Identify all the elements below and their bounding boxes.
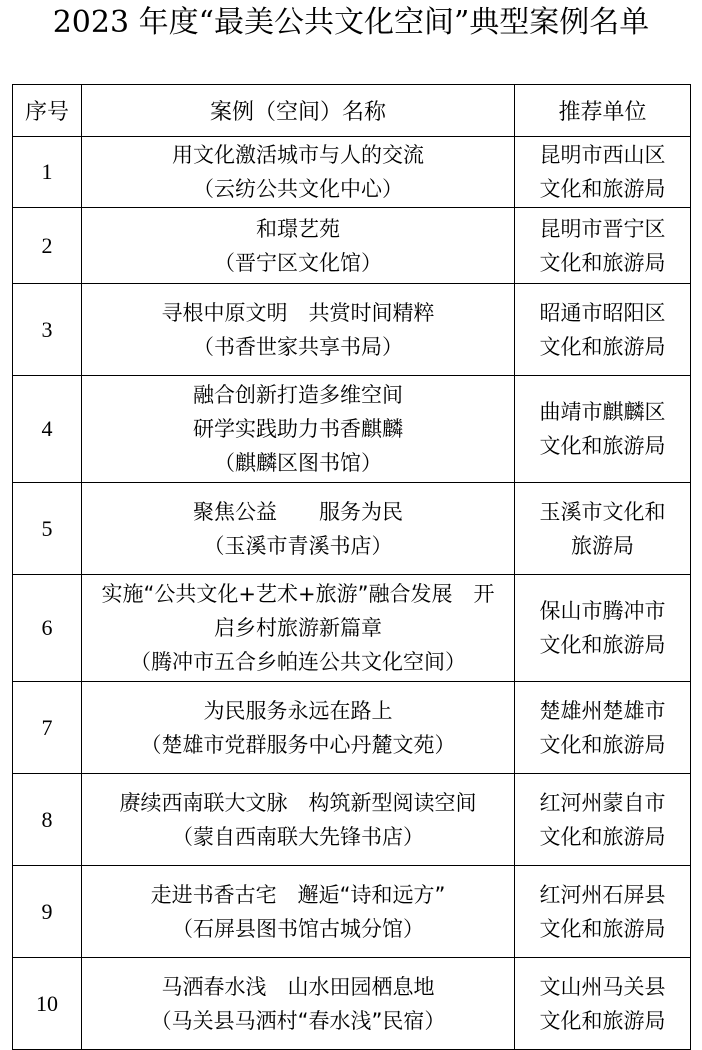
header-number: 序号 (13, 85, 82, 137)
unit-line: 文化和旅游局 (539, 334, 666, 359)
case-name-line: 启乡村旅游新篇章 (214, 616, 382, 640)
unit-line: 曲靖市麒麟区 (539, 400, 666, 424)
case-space-line: （书香世家共享书局） (193, 334, 403, 359)
header-case-name: 案例（空间）名称 (82, 85, 515, 137)
case-name-line: 实施“公共文化+艺术+旅游”融合发展 开 (101, 582, 495, 606)
case-name-cell (82, 774, 515, 866)
case-name-line: 和璟艺苑 (256, 216, 340, 241)
cases-table (12, 84, 691, 1050)
row-number: 3 (13, 284, 82, 376)
row-number: 10 (13, 958, 82, 1050)
unit-line: 保山市腾冲市 (539, 599, 666, 623)
row-number: 6 (13, 575, 82, 682)
case-name-line: 研学实践助力书香麒麟 (193, 417, 403, 441)
table-row (13, 575, 691, 682)
unit-line: 旅游局 (571, 533, 634, 558)
unit-line: 文化和旅游局 (539, 250, 666, 275)
case-space-line: （马关县马洒村“春水浅”民宿） (150, 1008, 446, 1033)
unit-line: 昆明市晋宁区 (539, 216, 666, 241)
case-space-line: （腾冲市五合乡帕连公共文化空间） (130, 650, 466, 674)
table-row (13, 866, 691, 958)
table-row (13, 682, 691, 774)
case-name-cell (82, 284, 515, 376)
row-number: 1 (13, 137, 82, 208)
case-name-line: 用文化激活城市与人的交流 (172, 143, 424, 167)
case-name-line: 寻根中原文明 共赏时间精粹 (161, 300, 435, 325)
header-recommending-unit: 推荐单位 (515, 85, 691, 137)
row-number: 2 (13, 208, 82, 284)
case-name-cell (82, 866, 515, 958)
table-header-row (13, 85, 691, 137)
case-space-line: （楚雄市党群服务中心丹麓文苑） (140, 732, 456, 757)
case-name-cell (82, 208, 515, 284)
row-number: 7 (13, 682, 82, 774)
case-space-line: （玉溪市青溪书店） (203, 533, 393, 558)
unit-line: 文化和旅游局 (539, 177, 666, 201)
case-name-cell (82, 682, 515, 774)
case-space-line: （晋宁区文化馆） (214, 250, 382, 275)
unit-cell (515, 137, 691, 208)
unit-line: 昆明市西山区 (539, 143, 666, 167)
case-space-line: （蒙自西南联大先锋书店） (172, 824, 424, 849)
row-number: 4 (13, 376, 82, 483)
unit-line: 红河州石屏县 (539, 882, 666, 907)
case-name-line: 为民服务永远在路上 (203, 698, 393, 723)
case-name-line: 马洒春水浅 山水田园栖息地 (161, 974, 435, 999)
unit-line: 文化和旅游局 (539, 916, 666, 941)
table-row (13, 284, 691, 376)
table-row (13, 483, 691, 575)
unit-line: 楚雄州楚雄市 (539, 698, 666, 723)
case-name-cell (82, 376, 515, 483)
row-number: 9 (13, 866, 82, 958)
unit-line: 文化和旅游局 (539, 732, 666, 757)
case-name-cell (82, 958, 515, 1050)
case-name-cell (82, 137, 515, 208)
unit-line: 昭通市昭阳区 (539, 300, 666, 325)
unit-line: 文化和旅游局 (539, 434, 666, 458)
table-row (13, 774, 691, 866)
unit-line: 玉溪市文化和 (539, 499, 666, 524)
unit-cell (515, 866, 691, 958)
unit-cell (515, 958, 691, 1050)
unit-cell (515, 575, 691, 682)
unit-line: 文化和旅游局 (539, 824, 666, 849)
case-name-cell (82, 575, 515, 682)
unit-line: 红河州蒙自市 (539, 790, 666, 815)
unit-cell (515, 483, 691, 575)
unit-cell (515, 682, 691, 774)
case-name-cell (82, 483, 515, 575)
table-row (13, 137, 691, 208)
unit-cell (515, 376, 691, 483)
table-row (13, 376, 691, 483)
unit-cell (515, 284, 691, 376)
row-number: 5 (13, 483, 82, 575)
case-space-line: （云纺公共文化中心） (193, 177, 403, 201)
table-row (13, 958, 691, 1050)
unit-cell (515, 774, 691, 866)
unit-cell (515, 208, 691, 284)
case-name-line: 聚焦公益 服务为民 (193, 499, 403, 524)
case-name-line: 融合创新打造多维空间 (193, 383, 403, 407)
case-name-line: 走进书香古宅 邂逅“诗和远方” (150, 882, 446, 907)
row-number: 8 (13, 774, 82, 866)
unit-line: 文化和旅游局 (539, 633, 666, 657)
unit-line: 文化和旅游局 (539, 1008, 666, 1033)
case-space-line: （石屏县图书馆古城分馆） (172, 916, 424, 941)
document-title: 2023 年度“最美公共文化空间”典型案例名单 (52, 5, 650, 40)
unit-line: 文山州马关县 (539, 974, 666, 999)
table-row (13, 208, 691, 284)
case-space-line: （麒麟区图书馆） (214, 451, 382, 475)
case-name-line: 赓续西南联大文脉 构筑新型阅读空间 (119, 790, 477, 815)
